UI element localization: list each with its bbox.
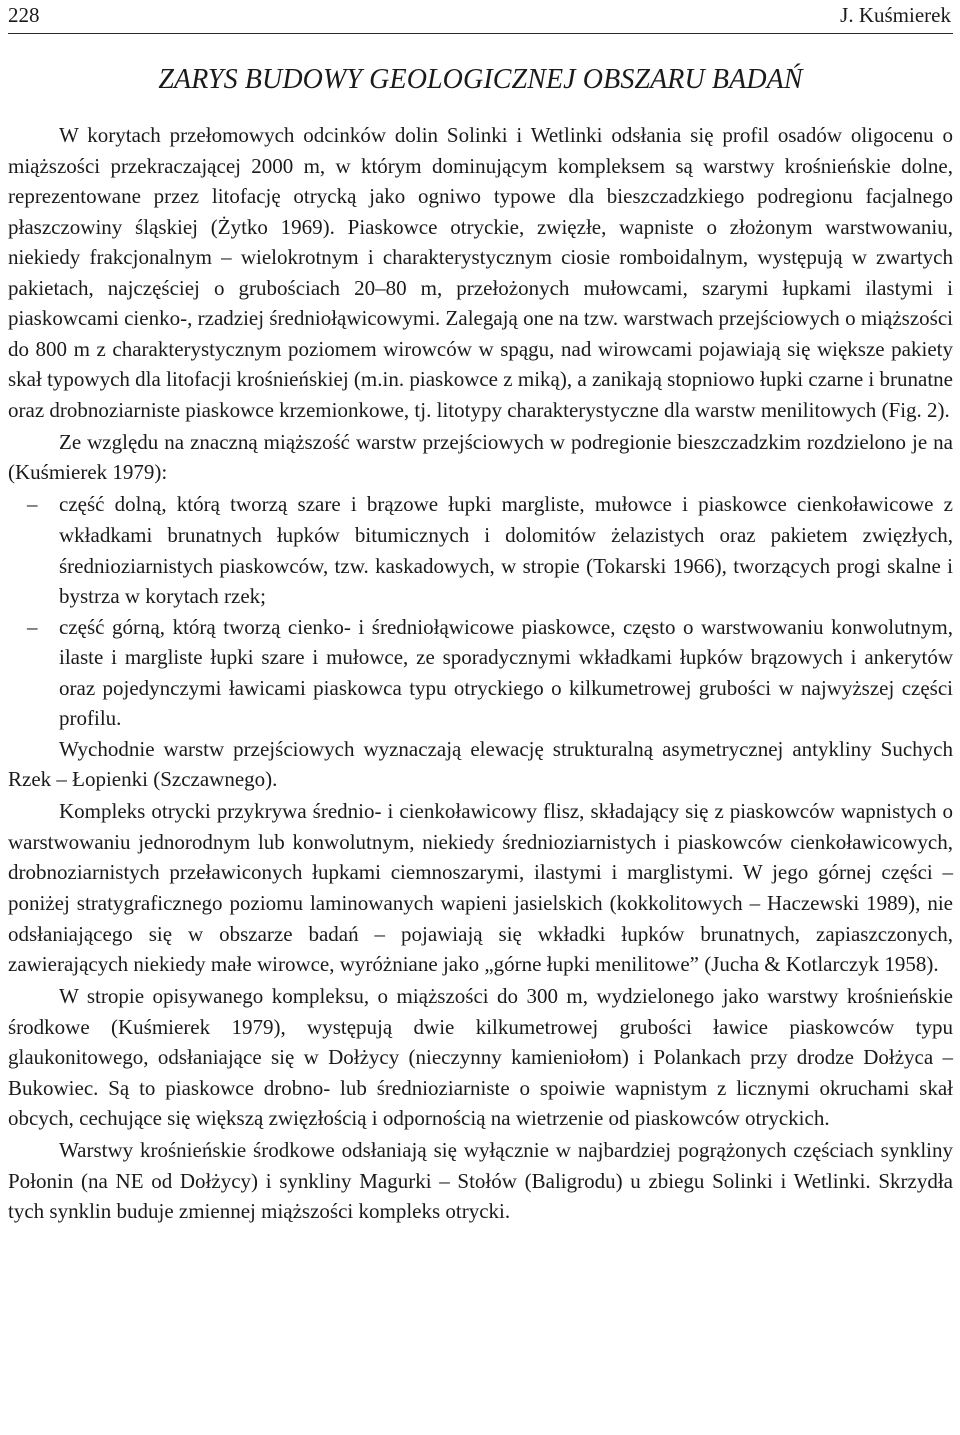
page-header — [8, 0, 953, 34]
paragraph: Warstwy krośnieńskie środkowe odsłaniają się wyłącznie w najbardziej pogrążonych częściach synkliny Połonin (na NE od Dołżycy) i synkliny Magurki – Stołów (Baligrodu) u zbiegu Solinki i Wetlinki. Skrzydła tych synklin buduje zmiennej miąższości kompleks otrycki. — [8, 1138, 953, 1224]
paragraph: W korytach przełomowych odcinków dolin Solinki i Wetlinki odsłania się profil osadów oligocenu o miąższości przekraczającej 2000 m, w którym dominującym kompleksem są warstwy krośnieńskie dolne, reprezentowane przez litofację otrycką jako ogniwo typowe dla bieszczadzkiego podregionu facjalnego płaszczowiny śląskiej (Żytko 1969). Piaskowce otryckie, zwięzłe, wapniste o złożonym warstwowaniu, niekiedy frakcjonalnym – wielokrotnym i charakterystycznym ciosie romboidalnym, występują w zwartych pakietach, najczęściej o grubościach 20–80 m, przełożonych mułowcami, szarymi łupkami ilastymi i piaskowcami cienko-, rzadziej średniołąwicowymi. Zalegają one na tzw. warstwach przejściowych o miąższości do 800 m z charakterystycznym poziomem wirowców w spągu, nad wirowcami pojawiają się większe pakiety skał typowych dla litofacji krośnieńskiej (m.in. piaskowce z miką), a zanikają stopniowo łupki czarne i brunatne oraz drobnoziarniste piaskowce krzemionkowe, tj. litotypy charakterystyczne dla warstw menilitowych (Fig. 2). — [8, 123, 953, 422]
paragraph: Kompleks otrycki przykrywa średnio- i cienkoławicowy flisz, składający się z piaskowców wapnistych o warstwowaniu jednorodnym lub konwolutnym, niekiedy średnioziarnistych i piaskowców cienkoławicowych, drobnoziarnistych przeławiconych łupkami ciemnoszarymi, ilastymi i marglistymi. W jego górnej części – poniżej stratygraficznego poziomu laminowanych wapieni jasielskich (kokkolitowych – Haczewski 1989), nie odsłaniającego się w obszarze badań – pojawiają się wkładki łupków brunatnych, zapiaszczonych, zawierających niekiedy małe wirowce, wyróżniane jako „górne łupki menilitowe” (Jucha & Kotlarczyk 1958). — [8, 799, 953, 977]
list-item-text: część górną, którą tworzą cienko- i średniołąwicowe piaskowce, często o warstwowaniu konwolutnym, ilaste i margliste łupki szare i mułowce, ze sporadycznymi wkładkami łupków brązowych i ankerytów oraz pojedynczymi ławicami piaskowca typu otryckiego o kilkumetrowej grubości w najwyższej części profilu. — [59, 614, 953, 731]
document-page — [8, 0, 953, 1435]
list-dash: – — [27, 492, 38, 517]
dash-list — [8, 489, 953, 733]
paragraph: Wychodnie warstw przejściowych wyznaczają elewację strukturalną asymetrycznej antykliny Suchych Rzek – Łopienki (Szczawnego). — [8, 736, 953, 792]
list-item-text: część dolną, którą tworzą szare i brązowe łupki margliste, mułowce i piaskowce cienkoławicowe z wkładkami brunatnych łupków bitumicznych i dolomitów żelazistych oraz pakietem zwięzłych, średnioziarnistych piaskowców, tzw. kaskadowych, w stropie (Tokarski 1966), tworzących progi skalne i bystrza w korytach rzek; — [59, 492, 953, 609]
list-item — [8, 489, 953, 611]
paragraph: W stropie opisywanego kompleksu, o miąższości do 300 m, wydzielonego jako warstwy krośnieńskie środkowe (Kuśmierek 1979), występują dwie kilkumetrowej grubości ławice piaskowców typu glaukonitowego, odsłaniające się w Dołżycy (nieczynny kamieniołom) i Polankach przy drodze Dołżyca – Bukowiec. Są to piaskowce drobno- lub średnioziarniste o spoiwie wapnistym z licznymi okruchami skał obcych, cechujące się większą zwięzłością i odpornością na wietrzenie od piaskowców otryckich. — [8, 984, 953, 1131]
paragraph: Ze względu na znaczną miąższość warstw przejściowych w podregionie bieszczadzkim rozdzielono je na (Kuśmierek 1979): — [8, 429, 953, 485]
section-title: ZARYS BUDOWY GEOLOGICZNEJ OBSZARU BADAŃ — [158, 64, 803, 95]
running-head-author: J. Kuśmierek — [840, 3, 951, 27]
body-text — [8, 120, 953, 1228]
page-number: 228 — [8, 3, 40, 27]
list-dash: – — [27, 614, 38, 639]
list-item — [8, 612, 953, 734]
